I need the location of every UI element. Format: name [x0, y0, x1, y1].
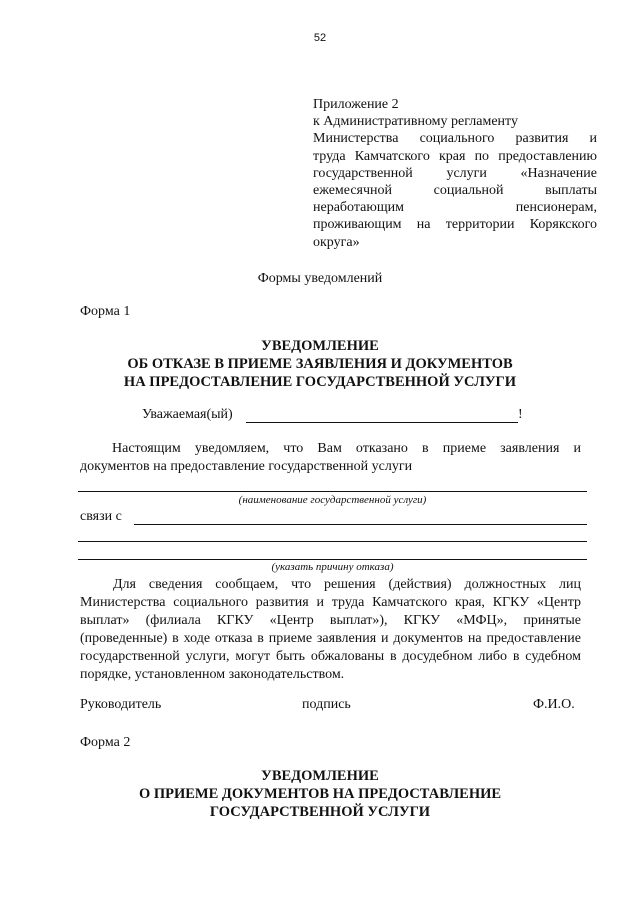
- appendix-line: государственной услуги «Назначение: [313, 165, 597, 181]
- appendix-line: Министерства социального развития и: [313, 131, 597, 147]
- appendix-line: Приложение 2: [313, 97, 399, 112]
- appendix-line: ежемесячной социальной выплаты: [313, 183, 597, 199]
- reason-line-2: [78, 541, 587, 542]
- form2-label: Форма 2: [80, 735, 131, 750]
- form2-heading: [0, 767, 640, 821]
- form1-heading-line: УВЕДОМЛЕНИЕ: [261, 338, 379, 354]
- appendix-line: неработающим пенсионерам,: [313, 200, 597, 216]
- reason-line-1: [134, 524, 587, 525]
- signature-sign: подпись: [302, 697, 351, 712]
- appendix-line: проживающим на территории Корякского: [313, 217, 597, 233]
- appendix-block: [313, 96, 597, 251]
- signature-head: Руководитель: [80, 697, 162, 712]
- service-name-line: [78, 491, 587, 492]
- page-number: 52: [313, 32, 327, 44]
- form1-heading: [0, 337, 640, 391]
- greeting-label: Уважаемая(ый): [142, 407, 233, 422]
- form2-heading-line: О ПРИЕМЕ ДОКУМЕНТОВ НА ПРЕДОСТАВЛЕНИЕ: [138, 786, 502, 802]
- appendix-line: труда Камчатского края по предоставлению: [313, 148, 597, 164]
- greeting-exclamation: !: [518, 407, 523, 422]
- form1-label: Форма 1: [80, 304, 131, 319]
- reason-hint: (указать причину отказа): [271, 561, 394, 573]
- form1-heading-line: ОБ ОТКАЗЕ В ПРИЕМЕ ЗАЯВЛЕНИЯ И ДОКУМЕНТОВ: [127, 356, 513, 372]
- intro-line-1: Настоящим уведомляем, что Вам отказано в приеме заявления и: [112, 441, 581, 456]
- reason-line-3: [78, 559, 587, 560]
- appendix-line: округа»: [313, 234, 360, 250]
- appendix-line: к Административному регламенту: [313, 114, 518, 130]
- service-name-hint: (наименование государственной услуги): [238, 494, 427, 506]
- form2-heading-line: ГОСУДАРСТВЕННОЙ УСЛУГИ: [209, 804, 431, 820]
- reason-prefix: связи с: [80, 509, 122, 524]
- signature-name: Ф.И.О.: [533, 697, 575, 712]
- intro-line-2: документов на предоставление государственной услуги: [80, 459, 413, 474]
- appeal-paragraph: Для сведения сообщаем, что решения (действия) должностных лиц Министерства социального развития и труда Камчатского края, КГКУ «Центр выплат» (филиала КГКУ «Центр выплат»), КГКУ «МФЦ», принятые (проведенные) в ходе отказа в приеме заявления и документов на предоставление государственной услуги, могут быть обжалованы в досудебном либо в судебном порядке, установленном законодательством.: [80, 577, 581, 682]
- forms-title: Формы уведомлений: [257, 271, 383, 286]
- form1-heading-line: НА ПРЕДОСТАВЛЕНИЕ ГОСУДАРСТВЕННОЙ УСЛУГИ: [123, 374, 517, 390]
- addressee-line: [246, 422, 518, 423]
- form2-heading-line: УВЕДОМЛЕНИЕ: [261, 768, 379, 784]
